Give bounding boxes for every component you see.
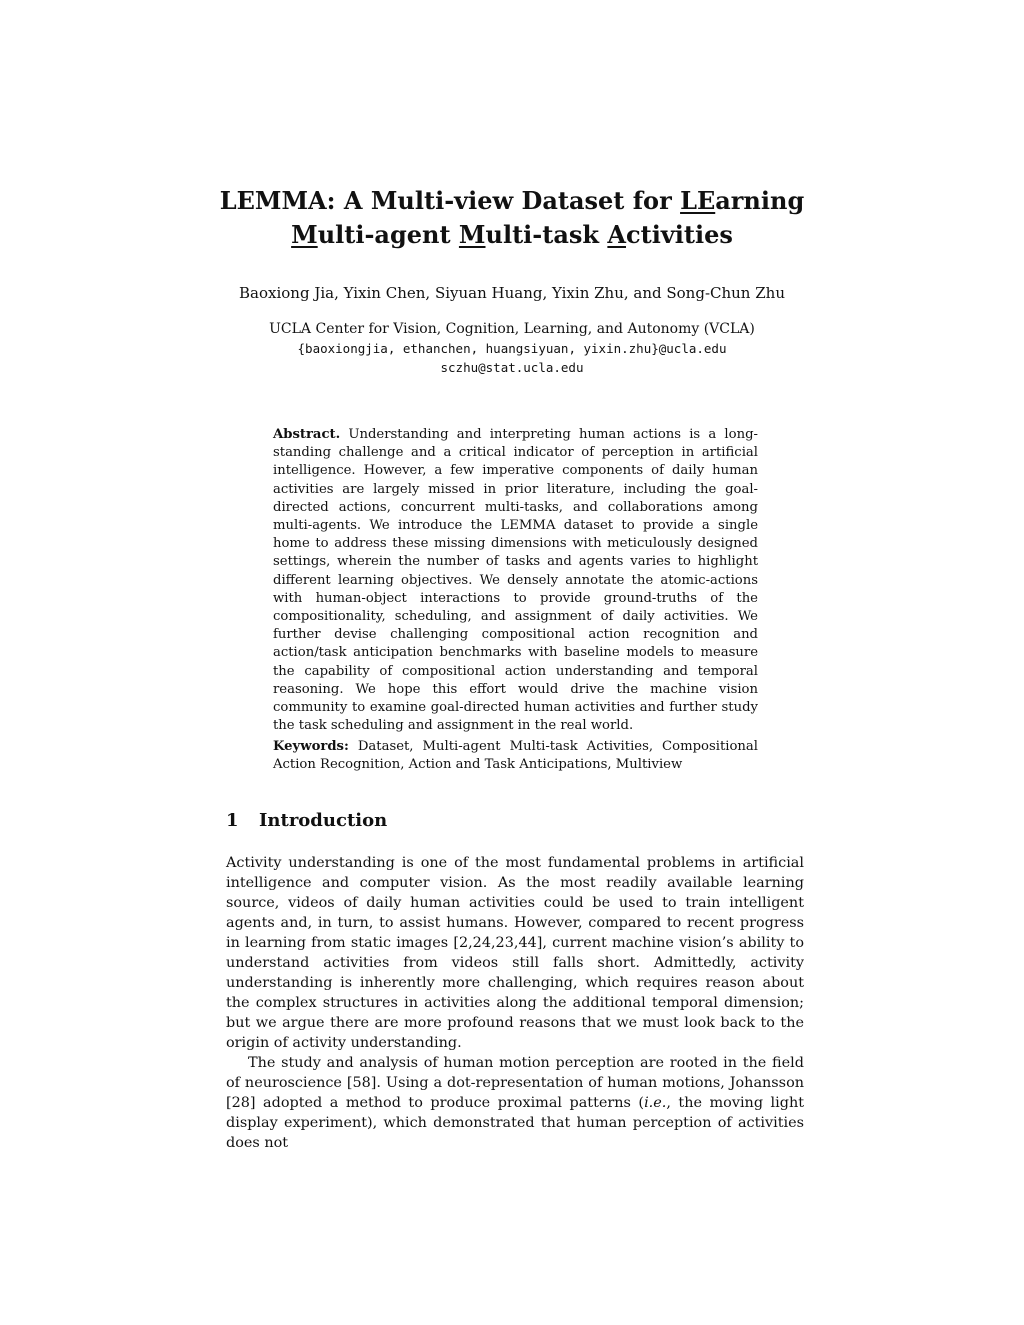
email-line: {baoxiongjia, ethanchen, huangsiyuan, yixin.zhu}@ucla.edu <box>297 341 727 356</box>
title-line-2 <box>0 218 1024 252</box>
title-text: ulti-agent <box>317 220 459 249</box>
paragraph <box>226 1053 804 1153</box>
title-text: LEMMA: A Multi-view Dataset for <box>219 186 681 215</box>
paragraph: Activity understanding is one of the most fundamental problems in artificial intelligence and computer vision. As the most readily available learning source, videos of daily human activities could be used to train intelligent agents and, in turn, to assist humans. However, compared to recent progress in learning from static images [2,24,23,44], current machine vision’s ability to understand activities from videos still falls short. Admittedly, activity understanding is inherently more challenging, which requires reason about the complex structures in activities along the additional temporal dimension; but we argue there are more profound reasons that we must look back to the origin of activity understanding. <box>226 855 804 1051</box>
keywords-text: Dataset, Multi-agent Multi-task Activities, Compositional Action Recognition, Action and Task Anticipations, Multiview <box>273 739 758 773</box>
title-text: ctivities <box>626 220 733 249</box>
title-acronym-letter: A <box>607 220 626 249</box>
affiliation: UCLA Center for Vision, Cognition, Learning, and Autonomy (VCLA) <box>269 321 755 337</box>
section-body <box>226 853 804 1153</box>
author-list: Baoxiong Jia, Yixin Chen, Siyuan Huang, Yixin Zhu, and Song-Chun Zhu <box>239 284 785 302</box>
paragraph-italic: i.e. <box>644 1095 667 1111</box>
keywords-label: Keywords: <box>273 739 349 754</box>
title-acronym-letter: M <box>458 220 486 249</box>
keywords <box>273 738 758 774</box>
abstract-label: Abstract. <box>273 427 341 442</box>
title-text: arning <box>715 186 805 215</box>
paper-title <box>0 184 1024 252</box>
paragraph-text: , the moving light display experiment), which demonstrated that human perception of activities does not <box>226 1095 805 1151</box>
affiliation-block <box>0 320 1024 377</box>
title-line-1 <box>0 184 1024 218</box>
title-acronym-letter: M <box>291 220 318 249</box>
section-title: Introduction <box>259 810 388 831</box>
abstract-text: Understanding and interpreting human actions is a long-standing challenge and a critical indicator of perception in artificial intelligence. However, a few imperative components of daily human activities are largely missed in prior literature, including the goal-directed actions, concurrent multi-tasks, and collaborations among multi-agents. We introduce the LEMMA dataset to provide a single home to address these missing dimensions with meticulously designed settings, wherein the number of tasks and agents varies to highlight different learning objectives. We densely annotate the atomic-actions with human-object interactions to provide ground-truths of the compositionality, scheduling, and assignment of daily activities. We further devise challenging compositional action recognition and action/task anticipation benchmarks with baseline models to measure the capability of compositional action understanding and temporal reasoning. We hope this effort would drive the machine vision community to examine goal-directed human activities and further study the task scheduling and assignment in the real world. <box>273 427 758 734</box>
abstract <box>273 426 758 735</box>
email-line: sczhu@stat.ucla.edu <box>440 360 584 375</box>
section-heading <box>226 810 387 831</box>
section-number: 1 <box>226 810 239 831</box>
paragraph-text: The study and analysis of human motion perception are rooted in the field of neuroscience [58]. Using a dot-representation of human motions, Johansson [28] adopted a method to produce proximal patterns ( <box>226 1055 804 1111</box>
title-text: ulti-task <box>485 220 608 249</box>
title-acronym-letters: LE <box>680 186 716 215</box>
